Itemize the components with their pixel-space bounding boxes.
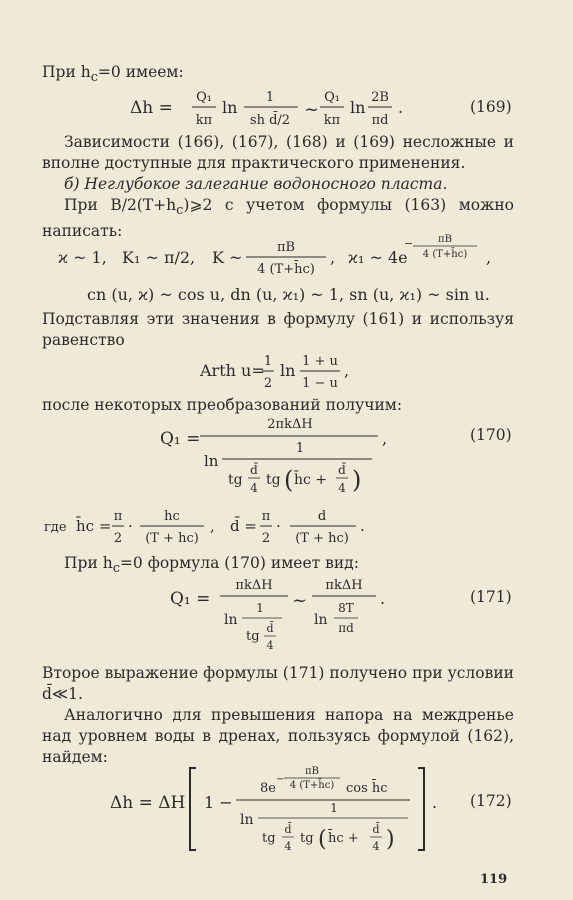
svg-text:cos h̄c: cos h̄c (346, 781, 388, 796)
equation-asymptotics-2 (0, 280, 573, 308)
paragraph-second-expression: Второе выражение формулы (171) получено при условии d̄≪1. (42, 664, 514, 703)
paragraph-intro-h0: При $h_c=0$ имеем: (42, 63, 184, 86)
paragraph-condition: При $B/2(T+h_c)⩾2$ с учетом формулы (163) можно написать: (42, 196, 515, 241)
equation-arth-svg (0, 350, 573, 396)
equation-172 (0, 762, 573, 858)
svg-text:·: · (128, 517, 133, 535)
equation-number: (169) (470, 98, 512, 116)
svg-text:1: 1 (263, 354, 273, 369)
equation-definitions (0, 505, 573, 551)
svg-text:4: 4 (284, 840, 292, 853)
equation-171 (0, 574, 573, 664)
svg-text:2B: 2B (371, 90, 389, 105)
svg-text:kπ: kπ (195, 113, 213, 128)
svg-text:kπ: kπ (323, 113, 341, 128)
svg-text:2: 2 (263, 376, 273, 391)
svg-text:1 + u: 1 + u (302, 354, 338, 369)
svg-text:4: 4 (266, 639, 274, 652)
svg-text:πB: πB (305, 766, 319, 777)
svg-text:d̄: d̄ (266, 622, 274, 635)
svg-text:πd: πd (371, 113, 389, 128)
svg-text:−: − (276, 774, 285, 785)
svg-text:.: . (432, 793, 438, 812)
svg-text:1: 1 (265, 90, 275, 105)
paragraph-hc-zero: При $h_c=0$ формула (170) имеет вид: (64, 554, 359, 577)
svg-text:4 (T+h̄c): 4 (T+h̄c) (422, 249, 468, 260)
page-number: 119 (480, 872, 508, 887)
svg-text:.: . (380, 589, 386, 608)
equation-definitions-svg (0, 505, 573, 551)
svg-text:1: 1 (330, 801, 338, 815)
svg-text:d̄: d̄ (372, 823, 380, 836)
svg-text:πkΔH: πkΔH (235, 578, 273, 593)
svg-text:ln: ln (314, 612, 328, 628)
svg-text:2πkΔH: 2πkΔH (267, 417, 313, 432)
svg-text:1: 1 (256, 601, 264, 615)
svg-text:h̄c +: h̄c + (328, 831, 359, 846)
paragraph-head-excess: Аналогично для превышения напора на междренье над уровнем воды в дренах, пользуясь формулой (162), найдем: (42, 706, 514, 766)
svg-text:(T + hc): (T + hc) (295, 531, 349, 546)
svg-text:sh d̄/2: sh d̄/2 (249, 113, 291, 128)
equation-172-svg (0, 762, 573, 858)
svg-text:K₁ ~ π/2,: K₁ ~ π/2, (122, 248, 196, 267)
paragraph-dependencies: Зависимости (166), (167), (168) и (169) несложные и вполне доступные для практического применения. (42, 133, 514, 172)
svg-text:·: · (276, 517, 281, 535)
svg-text:8e: 8e (260, 781, 276, 796)
svg-text:tg: tg (266, 472, 281, 488)
svg-text:hc: hc (164, 509, 180, 524)
svg-text:2: 2 (261, 531, 271, 546)
equation-asymptotics-1 (0, 233, 573, 283)
svg-text:Δh =: Δh = (130, 98, 173, 118)
svg-text:h̄c +: h̄c + (294, 472, 328, 488)
svg-text:4 (T+h̄c): 4 (T+h̄c) (257, 262, 315, 277)
svg-text:,: , (486, 248, 492, 267)
paragraph-transformations: после некоторых преобразований получим: (42, 396, 403, 414)
svg-text:~: ~ (292, 590, 308, 611)
equation-number: (171) (470, 588, 512, 606)
svg-text:tg: tg (300, 831, 314, 846)
svg-text:tg: tg (246, 629, 260, 644)
svg-text:π: π (261, 509, 271, 524)
svg-text:,: , (344, 361, 350, 380)
svg-text:ϰ₁ ~ 4e: ϰ₁ ~ 4e (348, 248, 408, 267)
svg-text:πB: πB (276, 240, 296, 255)
svg-text:ϰ ~ 1,: ϰ ~ 1, (58, 248, 107, 267)
svg-text:Q₁: Q₁ (324, 90, 340, 105)
svg-text:Q₁: Q₁ (196, 90, 212, 105)
svg-text:Q₁ =: Q₁ = (170, 589, 211, 609)
svg-text:πB: πB (438, 234, 452, 245)
equation-asymptotics-2-svg (0, 280, 573, 308)
svg-text:(T + hc): (T + hc) (145, 531, 199, 546)
svg-text:Δh = ΔH: Δh = ΔH (110, 793, 186, 813)
equation-arth (0, 350, 573, 396)
svg-text:−: − (404, 237, 414, 250)
equation-170 (0, 414, 573, 504)
svg-text:tg: tg (262, 831, 276, 846)
svg-text:ln: ln (280, 361, 296, 380)
equation-asymptotics-1-svg (0, 233, 573, 283)
svg-text:4: 4 (372, 840, 380, 853)
section-heading-shallow-aquifer: б) Неглубокое залегание водоносного пласта. (64, 175, 448, 193)
svg-text:.: . (360, 517, 365, 535)
paragraph-substitution: Подставляя эти значения в формулу (161) и используя равенство (42, 310, 514, 349)
svg-text:4 (T+h̄c): 4 (T+h̄c) (289, 780, 335, 791)
svg-text:4: 4 (338, 481, 346, 495)
equation-169 (0, 84, 573, 134)
svg-text:K ~: K ~ (212, 248, 243, 267)
equation-number: (172) (470, 792, 512, 810)
svg-text:cn (u, ϰ) ~ cos u, dn (u, ϰ₁): cn (u, ϰ) ~ cos u, dn (u, ϰ₁) ~ 1, sn (u, ϰ₁) ~ sin u. (87, 285, 490, 304)
svg-text:1 − u: 1 − u (302, 376, 338, 391)
svg-text:1 −: 1 − (204, 793, 233, 812)
equation-number: (170) (470, 426, 512, 444)
svg-text:d̄ =: d̄ = (230, 517, 257, 535)
svg-text:d: d (317, 509, 327, 524)
svg-text:(: ( (318, 827, 327, 852)
svg-text:,: , (330, 248, 336, 267)
svg-text:): ) (386, 827, 395, 852)
svg-text:d̄: d̄ (284, 823, 292, 836)
svg-text:~: ~ (304, 99, 320, 120)
svg-text:ln: ln (240, 812, 254, 828)
svg-text:ln: ln (224, 612, 238, 628)
svg-text:ln: ln (350, 98, 366, 117)
svg-text:h̄c =: h̄c = (76, 517, 112, 535)
svg-text:): ) (352, 466, 362, 494)
svg-text:2: 2 (113, 531, 123, 546)
svg-text:(: ( (284, 466, 294, 494)
svg-text:πkΔH: πkΔH (325, 578, 363, 593)
svg-text:4: 4 (250, 481, 258, 495)
svg-text:Q₁ =: Q₁ = (160, 429, 201, 449)
where-label: где (44, 520, 67, 535)
svg-text:,: , (382, 429, 388, 448)
svg-text:tg: tg (228, 472, 243, 488)
svg-text:d̄: d̄ (250, 463, 258, 477)
svg-text:ln: ln (204, 452, 219, 470)
svg-text:8T: 8T (338, 601, 354, 615)
svg-text:d̄: d̄ (338, 463, 346, 477)
svg-text:πd: πd (338, 621, 354, 635)
svg-text:,: , (210, 517, 215, 535)
svg-text:π: π (113, 509, 123, 524)
svg-text:1: 1 (295, 441, 305, 456)
svg-text:.: . (398, 98, 404, 117)
svg-text:ln: ln (222, 98, 238, 117)
svg-text:Arth u=: Arth u= (200, 361, 265, 380)
